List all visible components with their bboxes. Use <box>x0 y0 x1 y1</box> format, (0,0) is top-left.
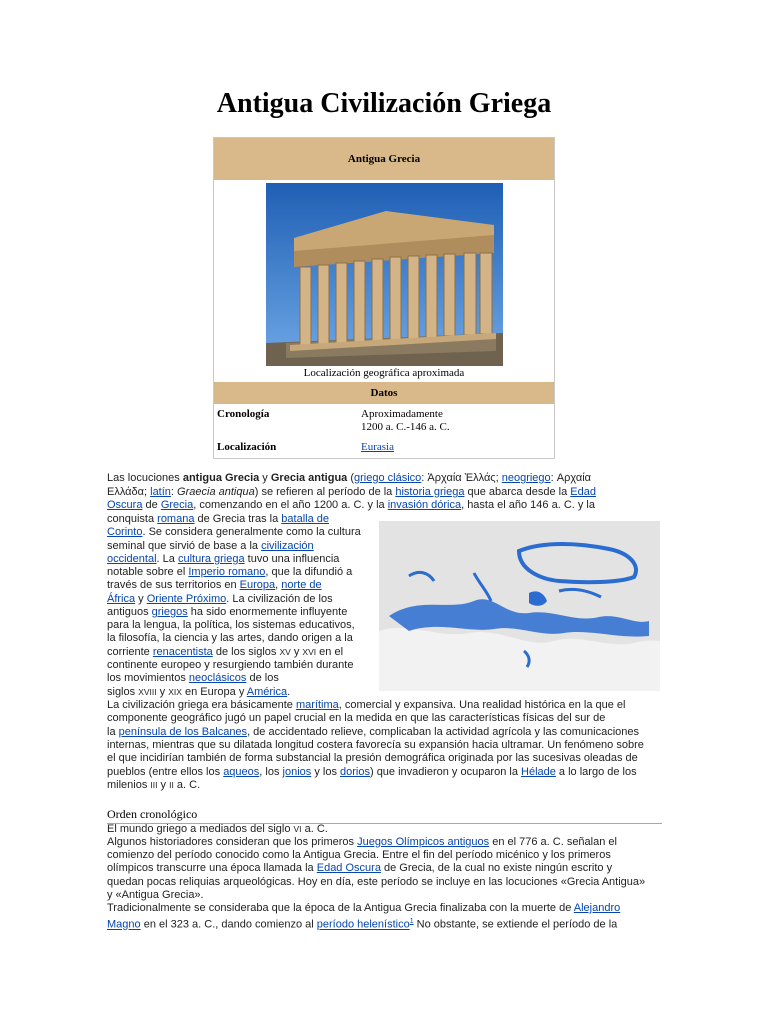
aqueos-link[interactable]: aqueos <box>223 766 260 778</box>
section-line-4: olímpicos transcurre una época llamada la Edad Oscura de Grecia, de la cual no existe ningún escrito y <box>107 862 613 874</box>
infobox <box>213 137 555 459</box>
section-line-5: quedan pocas reliquias arqueológicas. Hoy en día, este período se incluye en las locuciones «Grecia Antigua» <box>107 876 646 888</box>
edad-link[interactable]: Edad <box>570 486 596 498</box>
para2-line-6: pueblos (entre ellos los aqueos, los jonios y los dorios) que invadieron y ocuparon la Hélade a lo largo de los <box>107 766 637 778</box>
section-line-8: Magno en el 323 a. C., dando comienzo al período helenístico$^1$ No obstante, se extiende el período de la <box>107 918 618 931</box>
para2-line-5: el que incidirían también de forma substancial la presión demográfica originada por las sucesivas oleadas de <box>107 752 638 764</box>
intro-line-12: para la lengua, la política, los sistemas educativos, <box>107 619 355 631</box>
renacentista-link[interactable]: renacentista <box>152 646 213 658</box>
norte-link[interactable]: norte de <box>281 579 322 591</box>
intro-line-3: Oscura de Grecia, comenzando en el año 1200 a. C. y la invasión dórica, hasta el año 146 a. C. y la <box>107 499 595 511</box>
para2-line-2: componente geográfico jugó un papel crucial en la medida en que las características físicas del sur de <box>107 712 606 724</box>
oscura-link[interactable]: Oscura <box>107 499 143 511</box>
section-heading-orden-cronologico: Orden cronológico <box>107 807 662 824</box>
eurasia-link[interactable]: Eurasia <box>361 441 394 453</box>
peninsula-balcanes-link[interactable]: península de los Balcanes <box>118 726 248 738</box>
cultura-griega-link[interactable]: cultura griega <box>177 553 245 565</box>
para2-line-1: La civilización griega era básicamente marítima, comercial y expansiva. Una realidad histórica en la que el <box>107 699 626 711</box>
parthenon-photo-icon <box>266 183 503 366</box>
civilizacion-link[interactable]: civilización <box>261 540 314 552</box>
intro-line-14: corriente renacentista de los siglos XV y XVI en el <box>107 646 344 658</box>
africa-link[interactable]: África <box>107 593 136 605</box>
section-line-7: Tradicionalmente se consideraba que la época de la Antigua Grecia finalizaba con la muerte de Alejandro <box>107 902 621 914</box>
magno-link[interactable]: Magno <box>107 918 141 931</box>
intro-line-7: occidental. La cultura griega tuvo una influencia <box>107 553 340 565</box>
historia-griega-link[interactable]: historia griega <box>395 486 465 498</box>
europa-link[interactable]: Europa <box>239 579 276 591</box>
invasion-dorica-link[interactable]: invasión dórica <box>387 499 462 511</box>
infobox-header: Antigua Grecia <box>214 138 554 180</box>
maritima-link[interactable]: marítima <box>295 699 339 711</box>
infobox-value-line: Aproximadamente <box>361 408 443 420</box>
term-antigua-grecia: antigua Grecia <box>182 472 260 484</box>
periodo-helenistico-link[interactable]: período helenístico <box>316 918 410 931</box>
imperio-romano-link[interactable]: Imperio romano <box>188 566 266 578</box>
intro-line-15: continente europeo y resurgiendo también durante <box>107 659 354 671</box>
occidental-link[interactable]: occidental <box>107 553 157 565</box>
juegos-olimpicos-link[interactable]: Juegos Olímpicos antiguos <box>357 836 490 848</box>
romana-link[interactable]: romana <box>157 513 195 525</box>
corinto-link[interactable]: Corinto <box>107 526 143 538</box>
infobox-value <box>361 408 450 434</box>
alejandro-link[interactable]: Alejandro <box>573 902 621 914</box>
infobox-label: Localización <box>217 441 277 453</box>
intro-line-16: los movimientos neoclásicos de los <box>107 672 279 684</box>
para2-line-7: milenios III y II a. C. <box>107 779 201 791</box>
intro-line-5: Corinto. Se considera generalmente como la cultura <box>107 526 361 538</box>
section-line-6: y «Antigua Grecia». <box>107 889 204 901</box>
helade-link[interactable]: Hélade <box>521 766 556 778</box>
intro-line-1: Las locuciones antigua Grecia y Grecia antigua (griego clásico: Ἀρχαία Ἑλλάς; neogriego: Αρχαία <box>107 472 592 484</box>
infobox-value-line: 1200 a. C.-146 a. C. <box>361 421 450 433</box>
intro-line-4: conquista romana de Grecia tras la batalla de <box>107 513 329 525</box>
page-title: Antigua Civilización Griega <box>216 88 552 119</box>
footnote-link[interactable]: 1 <box>409 918 414 925</box>
infobox-subheader: Datos <box>214 382 554 404</box>
batalla-link[interactable]: batalla de <box>281 513 329 525</box>
section-line-2: Algunos historiadores consideran que los primeros Juegos Olímpicos antiguos en el 776 a. C. señalan el <box>107 836 617 848</box>
term-grecia-antigua: Grecia antigua <box>270 472 348 484</box>
intro-line-6: seminal que sirvió de base a la civilización <box>107 540 314 552</box>
neoclasicos-link[interactable]: neoclásicos <box>188 672 247 684</box>
ancient-greek-world-map-icon <box>379 521 660 691</box>
infobox-label: Cronología <box>217 408 270 420</box>
dorios-link[interactable]: dorios <box>340 766 370 778</box>
america-link[interactable]: América <box>246 686 288 698</box>
griego-clasico-link[interactable]: griego clásico <box>354 472 422 484</box>
oriente-proximo-link[interactable]: Oriente Próximo <box>146 593 227 605</box>
jonios-link[interactable]: jonios <box>282 766 312 778</box>
section-line-1: El mundo griego a mediados del siglo VI a. C. <box>107 823 328 835</box>
intro-line-11: antiguos griegos ha sido enormemente influyente <box>107 606 348 618</box>
section-line-3: comienzo del período conocido como la Antigua Grecia. Entre el fin del período micénico y los primeros <box>107 849 611 861</box>
neogriego-link[interactable]: neogriego <box>501 472 551 484</box>
intro-line-17: siglos XVIII y XIX en Europa y América. <box>107 686 291 698</box>
para2-line-4: internas, mientras que su dilatada longitud costera favorecía su expansión hacia ultramar. Un fenómeno sobre <box>107 739 644 751</box>
griegos-link[interactable]: griegos <box>151 606 188 618</box>
intro-line-10: África y Oriente Próximo. La civilización de los <box>107 593 333 605</box>
edad-oscura-link[interactable]: Edad Oscura <box>316 862 381 874</box>
intro-line-8: notable sobre el Imperio romano, que la difundió a <box>107 566 353 578</box>
intro-line-13: la filosofía, la ciencia y las artes, dando origen a la <box>107 632 353 644</box>
intro-line-2: Ελλάδα; latín: Graecia antiqua) se refieren al período de la historia griega que abarca desde la Edad <box>107 486 596 498</box>
latin-link[interactable]: latín <box>150 486 171 498</box>
para2-line-3: la península de los Balcanes, de accidentado relieve, complicaban la actividad agrícola y las comunicaciones <box>107 726 640 738</box>
infobox-caption: Localización geográfica aproximada <box>303 367 465 379</box>
intro-line-9: través de sus territorios en Europa, norte de <box>107 579 322 591</box>
grecia-link[interactable]: Grecia <box>160 499 194 511</box>
